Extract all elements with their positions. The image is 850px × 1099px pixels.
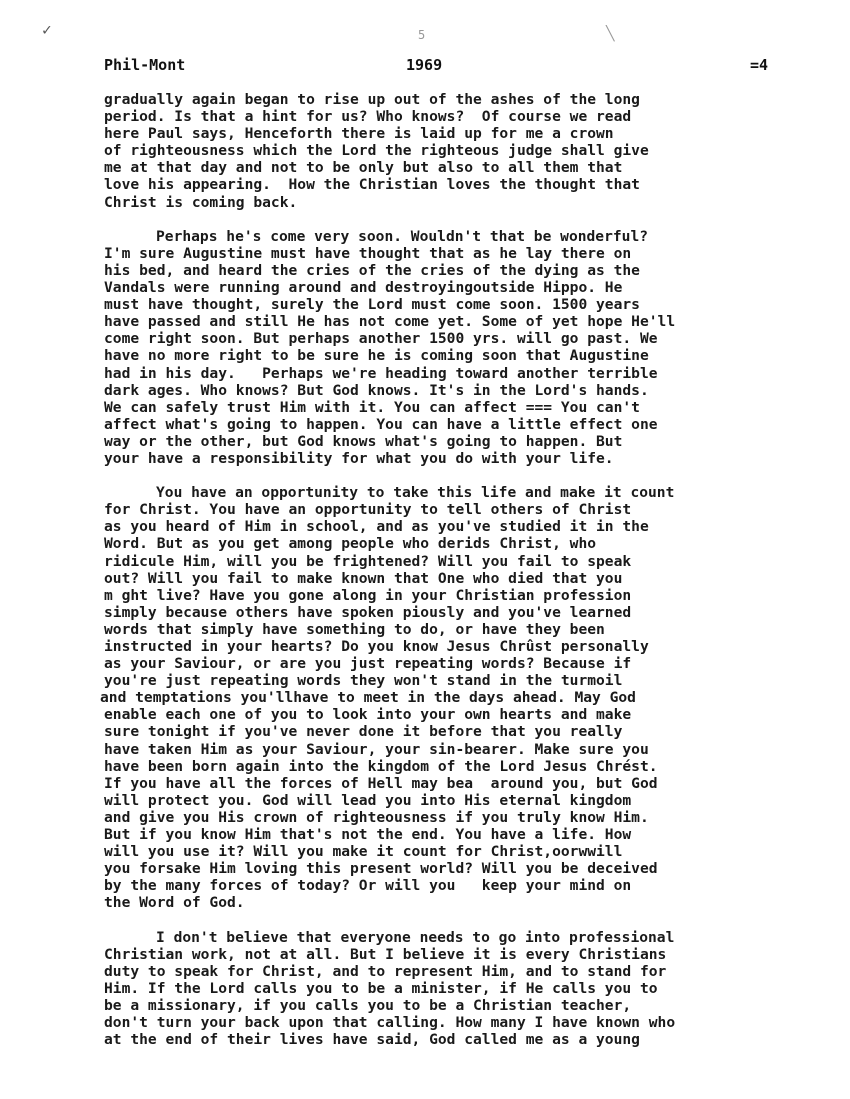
text-line: as your Saviour, or are you just repeating words? Because if — [104, 655, 632, 673]
text-line: Him. If the Lord calls you to be a minister, if He calls you to — [104, 979, 658, 997]
text-line: m ght live? Have you gone along in your Christian profession — [104, 586, 632, 604]
text-line: out? Will you fail to make known that One who died that you — [104, 569, 623, 587]
text-line: sure tonight if you've never done it before that you really — [104, 723, 623, 741]
text-line: will you use it? Will you make it count for Christ,oorwwill — [104, 843, 623, 861]
text-line: Perhaps he's come very soon. Wouldn't that be wonderful? — [156, 227, 649, 245]
text-line: must have thought, surely the Lord must come soon. 1500 years — [104, 296, 640, 314]
paragraph-gap — [104, 912, 776, 929]
text-line: by the many forces of today? Or will you keep your mind on — [104, 877, 632, 895]
text-line: ridicule Him, will you be frightened? Will you fail to speak — [104, 552, 632, 570]
transcript-body — [100, 91, 776, 1049]
text-line: the Word of God. — [104, 894, 245, 912]
text-line: gradually again began to rise up out of the ashes of the long — [104, 91, 640, 108]
text-line: Word. But as you get among people who derids Christ, who — [104, 535, 597, 553]
text-line: instructed in your hearts? Do you know Jesus Chrûst personally — [104, 638, 649, 655]
paragraph-gap — [104, 211, 776, 228]
text-line: period. Is that a hint for us? Who knows? Of course we read — [104, 108, 632, 126]
text-line: you forsake Him loving this present world? Will you be deceived — [104, 860, 658, 878]
text-line: have no more right to be sure he is coming soon that Augustine — [104, 347, 649, 365]
text-line: as you heard of Him in school, and as you've studied it in the — [104, 518, 649, 536]
text-line: come right soon. But perhaps another 1500 yrs. will go past. We — [104, 330, 658, 348]
text-line: duty to speak for Christ, and to represent Him, and to stand for — [104, 962, 667, 980]
text-line: Vandals were running around and destroyingoutside Hippo. He — [104, 279, 623, 297]
pen-mark-right: ╲ — [606, 26, 615, 42]
text-line: But if you know Him that's not the end. You have a life. How — [104, 826, 632, 844]
text-line: have passed and still He has not come yet. Some of yet hope He'll — [104, 313, 676, 331]
text-line: have been born again into the kingdom of the Lord Jesus Chrést. — [104, 757, 658, 775]
text-line: words that simply have something to do, or have they been — [104, 620, 605, 638]
text-line: way or the other, but God knows what's going to happen. But — [104, 432, 623, 450]
text-line: If you have all the forces of Hell may bea around you, but God — [104, 774, 658, 792]
header-page-number: =4 — [749, 56, 768, 74]
text-line: his bed, and heard the cries of the cries of the dying as the — [104, 261, 640, 279]
text-line: your have a responsibility for what you do with your life. — [104, 449, 614, 467]
text-line: have taken Him as your Saviour, your sin-bearer. Make sure you — [104, 740, 649, 758]
text-line: Christian work, not at all. But I believe it is every Christians — [104, 945, 667, 963]
pen-mark-left: ✓ — [42, 20, 52, 39]
text-line: I'm sure Augustine must have thought that as he lay there on — [104, 244, 632, 262]
text-line: enable each one of you to look into your own hearts and make — [104, 706, 632, 724]
text-line: simply because others have spoken piously and you've learned — [104, 603, 632, 621]
text-line: affect what's going to happen. You can have a little effect one — [104, 415, 658, 433]
text-line: at the end of their lives have said, God called me as a young — [104, 1031, 640, 1049]
text-line: and temptations you'llhave to meet in the days ahead. May God — [100, 689, 636, 707]
paragraph-gap — [104, 467, 776, 484]
text-line: of righteousness which the Lord the righteous judge shall give — [104, 142, 649, 160]
text-line: here Paul says, Henceforth there is laid up for me a crown — [104, 125, 614, 143]
text-line: I don't believe that everyone needs to go into professional — [156, 928, 675, 946]
text-line: You have an opportunity to take this life and make it count — [156, 484, 675, 502]
text-line: for Christ. You have an opportunity to tell others of Christ — [104, 501, 632, 519]
text-line: had in his day. Perhaps we're heading toward another terrible — [104, 364, 658, 382]
top-page-mark: 5 — [418, 28, 426, 42]
text-line: will protect you. God will lead you into His eternal kingdom — [104, 791, 632, 809]
text-line: We can safely trust Him with it. You can affect === You can't — [104, 398, 640, 416]
header-title: Phil-Mont — [104, 56, 186, 74]
text-line: you're just repeating words they won't stand in the turmoil — [104, 672, 623, 690]
text-line: dark ages. Who knows? But God knows. It's in the Lord's hands. — [104, 381, 649, 399]
text-line: be a missionary, if you calls you to be a Christian teacher, — [104, 996, 632, 1014]
header-year: 1969 — [406, 56, 443, 74]
text-line: love his appearing. How the Christian loves the thought that — [104, 176, 640, 194]
page-header — [104, 56, 768, 76]
text-line: don't turn your back upon that calling. How many I have known who — [104, 1014, 676, 1032]
text-line: Christ is coming back. — [104, 193, 298, 211]
text-line: and give you His crown of righteousness if you truly know Him. — [104, 808, 649, 826]
text-line: me at that day and not to be only but also to all them that — [104, 159, 623, 177]
